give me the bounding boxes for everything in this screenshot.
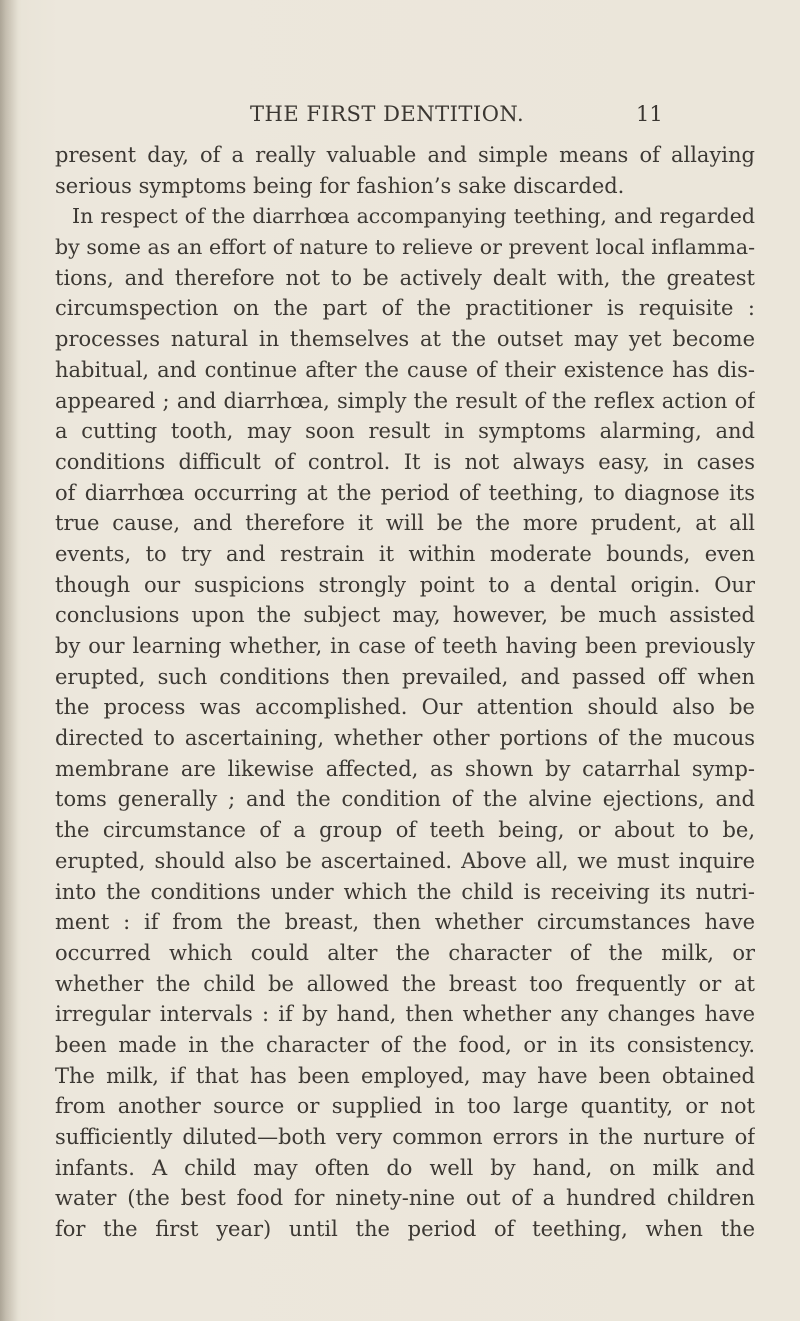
- text-line: irregular intervals : if by hand, then whether any changes have: [55, 1002, 755, 1027]
- text-line: serious symptoms being for fashion’s sake discarded.: [55, 173, 625, 198]
- text-line: events, to try and restrain it within moderate bounds, even: [55, 541, 755, 566]
- text-line: conclusions upon the subject may, however, be much assisted: [55, 603, 755, 628]
- text-line: erupted, such conditions then prevailed, and passed off when: [55, 664, 755, 689]
- text-line: true cause, and therefore it will be the more prudent, at all: [55, 511, 755, 536]
- running-head: [0, 102, 800, 132]
- text-line: processes natural in themselves at the outset may yet become: [55, 327, 755, 352]
- text-line: the process was accomplished. Our attention should also be: [55, 695, 755, 720]
- text-line: tions, and therefore not to be actively dealt with, the greatest: [55, 265, 755, 290]
- text-line: directed to ascertaining, whether other portions of the mucous: [55, 726, 755, 751]
- text-line: appeared ; and diarrhœa, simply the result of the reflex action of: [55, 388, 755, 413]
- binding-shadow: [0, 0, 18, 1321]
- text-line: by our learning whether, in case of teeth having been previously: [55, 634, 755, 658]
- page-number: 11: [636, 102, 663, 126]
- text-line: though our suspicions strongly point to a dental origin. Our: [55, 572, 755, 597]
- body-text: [55, 140, 755, 1245]
- text-line: a cutting tooth, may soon result in symptoms alarming, and: [55, 419, 755, 444]
- text-line: by some as an effort of nature to relieve or prevent local inflamma-: [55, 235, 755, 260]
- running-title: THE FIRST DENTITION.: [250, 102, 525, 126]
- text-line: of diarrhœa occurring at the period of teething, to diagnose its: [55, 480, 755, 505]
- text-line: circumspection on the part of the practitioner is requisite :: [55, 296, 755, 321]
- text-line: habitual, and continue after the cause of their existence has dis-: [55, 357, 755, 382]
- text-line: into the conditions under which the child is receiving its nutri-: [55, 879, 755, 904]
- text-line: The milk, if that has been employed, may have been obtained: [55, 1063, 755, 1088]
- text-line: water (the best food for ninety-nine out of a hundred children: [55, 1186, 755, 1211]
- text-line: toms generally ; and the condition of the alvine ejections, and: [55, 787, 755, 812]
- text-line: the circumstance of a group of teeth being, or about to be,: [55, 818, 755, 843]
- text-line: erupted, should also be ascertained. Above all, we must inquire: [55, 848, 755, 873]
- text-line: infants. A child may often do well by hand, on milk and: [55, 1155, 755, 1180]
- text-line: for the first year) until the period of teething, when the: [55, 1217, 755, 1242]
- text-line: ment : if from the breast, then whether circumstances have: [55, 910, 755, 935]
- text-line: membrane are likewise affected, as shown by catarrhal symp-: [55, 756, 755, 781]
- text-line: been made in the character of the food, or in its consistency.: [55, 1032, 755, 1057]
- text-line: sufficiently diluted—both very common errors in the nurture of: [55, 1125, 755, 1149]
- text-line: present day, of a really valuable and simple means of allaying: [55, 143, 755, 167]
- text-line: whether the child be allowed the breast too frequently or at: [55, 971, 755, 996]
- text-line: from another source or supplied in too large quantity, or not: [55, 1094, 755, 1119]
- text-line: conditions difficult of control. It is not always easy, in cases: [55, 449, 755, 474]
- text-line: occurred which could alter the character of the milk, or: [55, 940, 755, 965]
- text-line: In respect of the diarrhœa accompanying teething, and regarded: [72, 204, 755, 229]
